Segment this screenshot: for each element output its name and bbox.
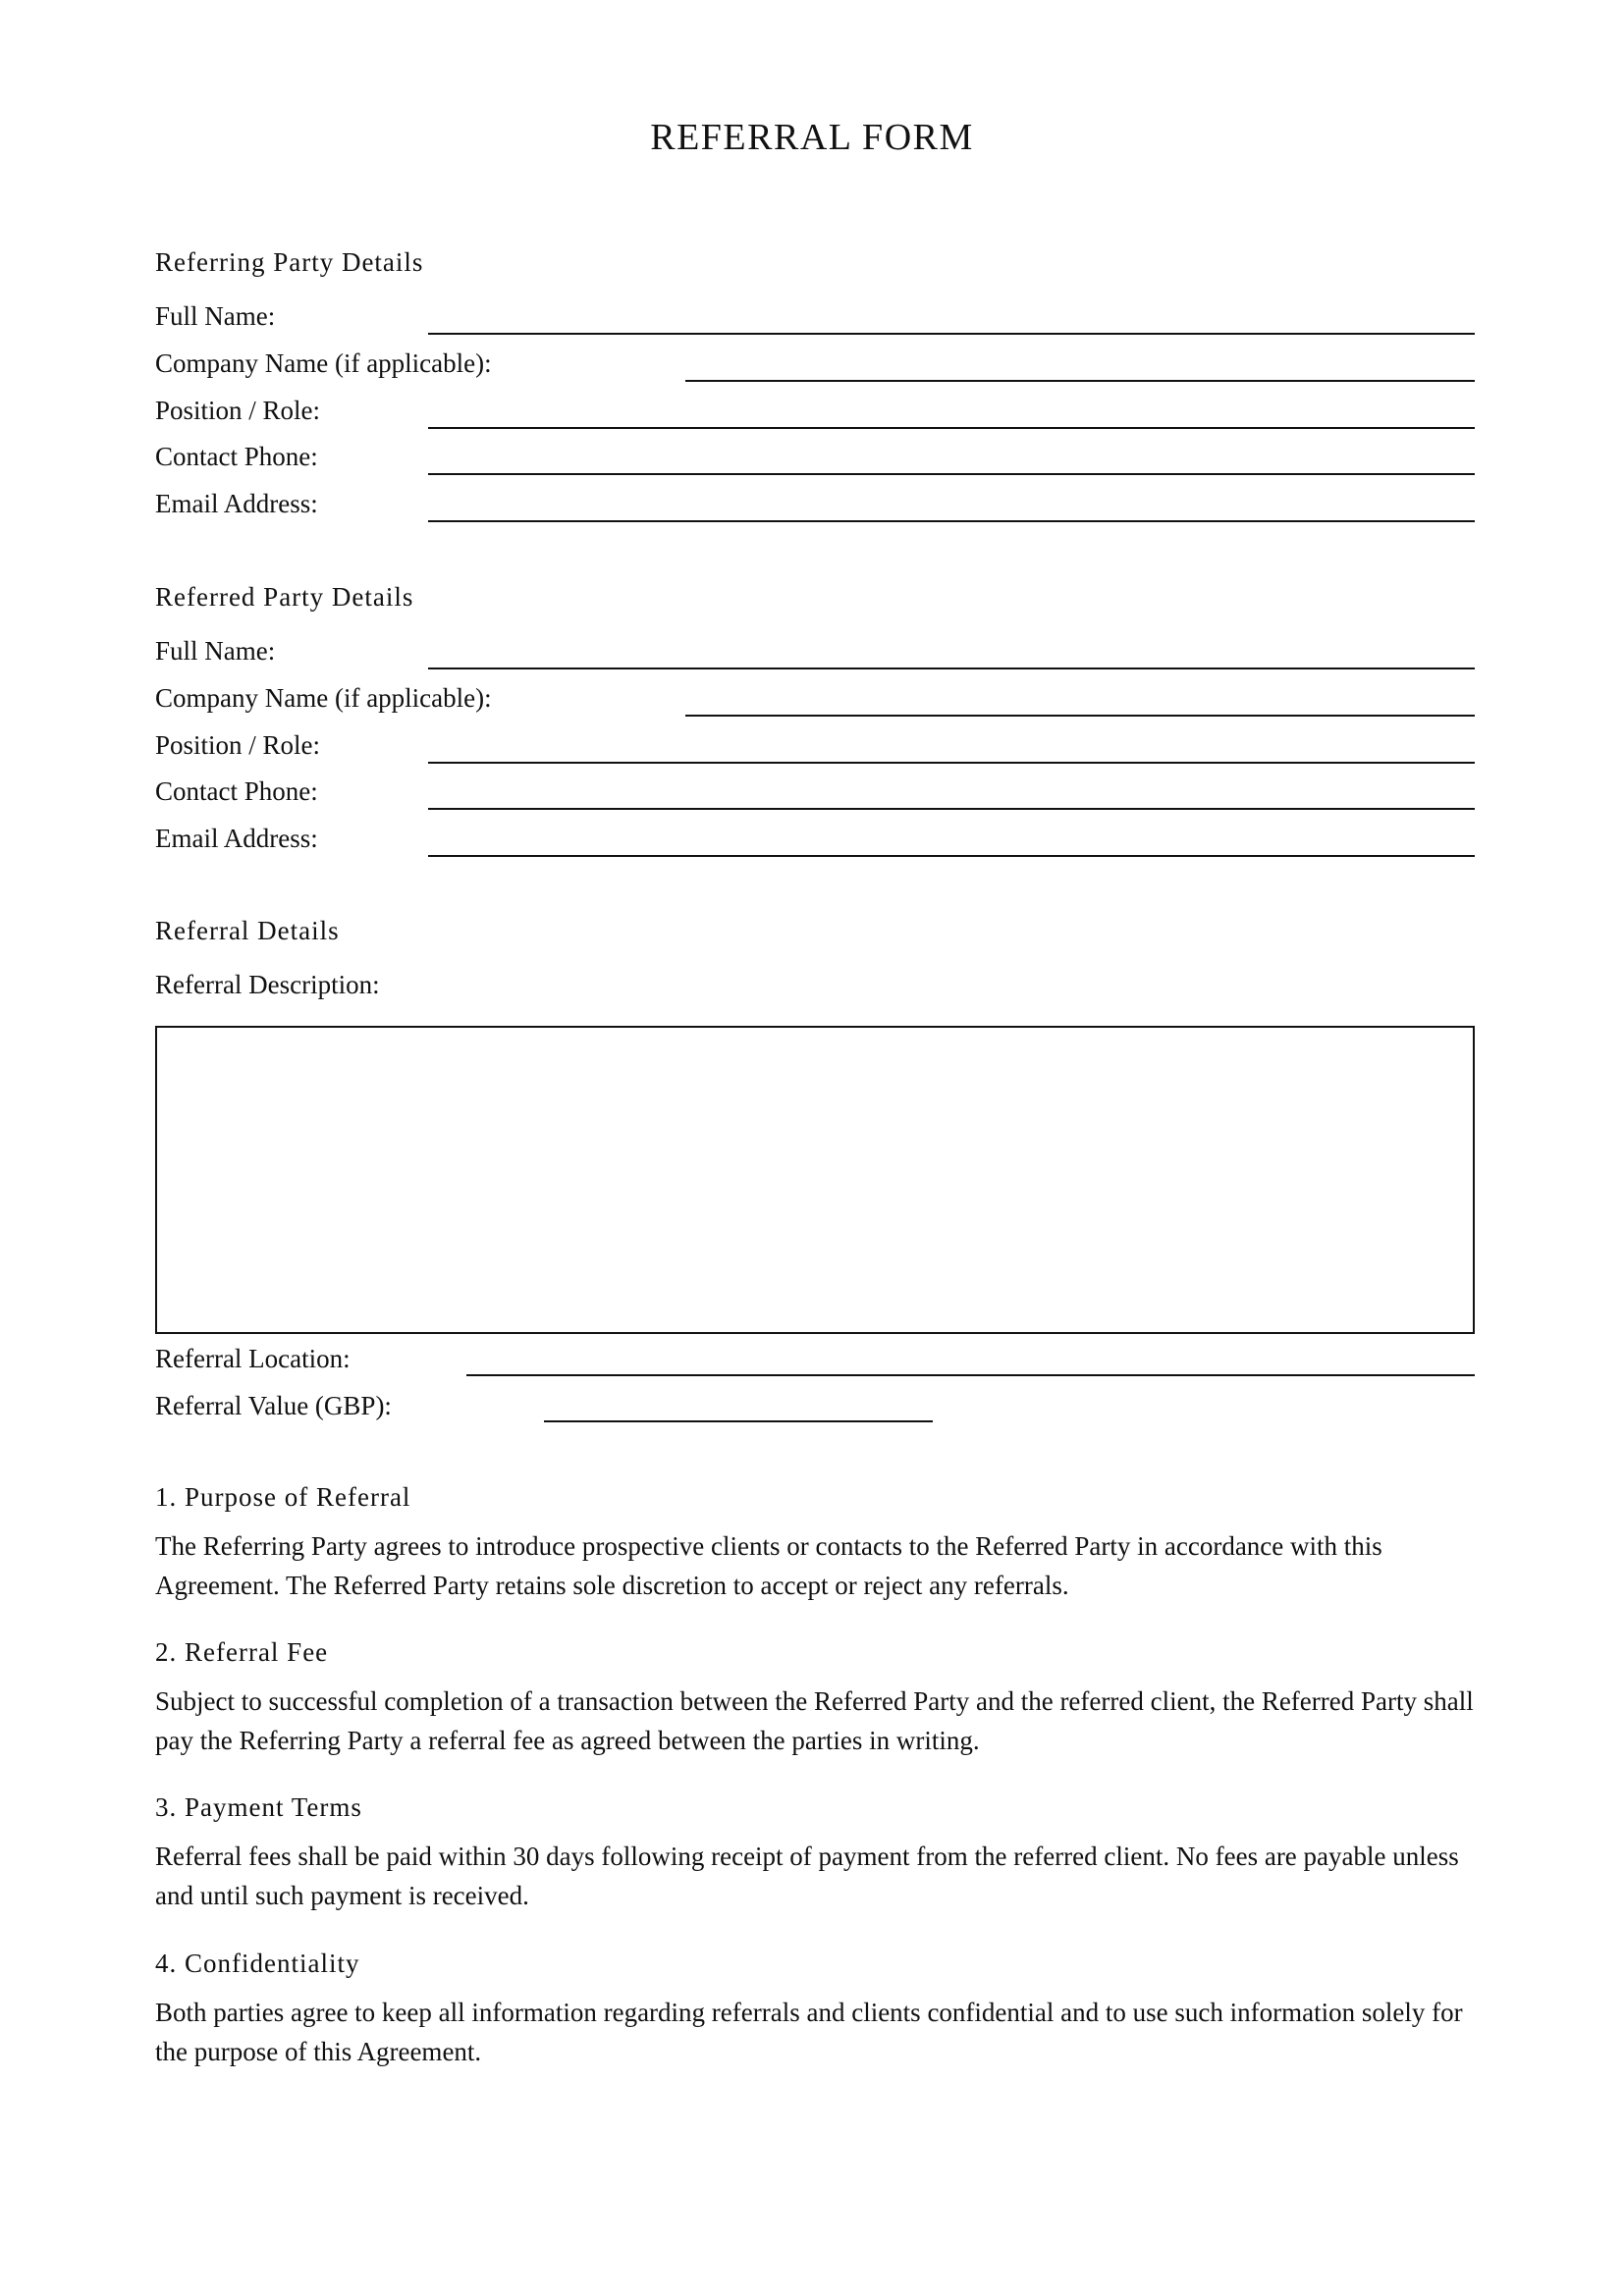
clause-4-heading: 4. Confidentiality <box>155 1949 360 1978</box>
referred-email-label: Email Address: <box>155 824 318 853</box>
referring-position-label: Position / Role: <box>155 396 321 425</box>
referral-details-heading: Referral Details <box>155 916 340 945</box>
referred-position-field[interactable] <box>428 762 1475 764</box>
referring-email-field[interactable] <box>428 520 1475 522</box>
referred-email-field[interactable] <box>428 855 1475 857</box>
clause-1-heading: 1. Purpose of Referral <box>155 1482 411 1512</box>
clause-3-heading: 3. Payment Terms <box>155 1792 362 1822</box>
referred-company-name-field[interactable] <box>685 715 1475 717</box>
referring-company-name-field[interactable] <box>685 380 1475 382</box>
clause-2-heading: 2. Referral Fee <box>155 1637 329 1667</box>
referring-party-heading: Referring Party Details <box>155 247 424 277</box>
clause-3-body: Referral fees shall be paid within 30 days following receipt of payment from the referred client. No fees are payable unless and until such payment is received. <box>155 1842 1459 1910</box>
page-title: REFERRAL FORM <box>650 117 974 158</box>
referral-location-label: Referral Location: <box>155 1344 351 1373</box>
referring-position-field[interactable] <box>428 427 1475 429</box>
referral-location-field[interactable] <box>466 1374 1475 1376</box>
clause-2-body: Subject to successful completion of a transaction between the Referred Party and the referred client, the Referred Party shall pay the Referring Party a referral fee as agreed between the parties in writing. <box>155 1686 1474 1755</box>
referred-full-name-field[interactable] <box>428 667 1475 669</box>
referred-full-name-label: Full Name: <box>155 636 276 666</box>
referring-company-name-label: Company Name (if applicable): <box>155 348 492 378</box>
referred-party-heading: Referred Party Details <box>155 582 414 612</box>
referring-full-name-field[interactable] <box>428 333 1475 335</box>
referred-phone-field[interactable] <box>428 808 1475 810</box>
referring-phone-label: Contact Phone: <box>155 442 318 471</box>
referral-description-label: Referral Description: <box>155 970 380 999</box>
clause-4-body: Both parties agree to keep all information regarding referrals and clients confidential and to use such information solely for the purpose of this Agreement. <box>155 1998 1463 2066</box>
referred-phone-label: Contact Phone: <box>155 776 318 806</box>
referred-company-name-label: Company Name (if applicable): <box>155 683 492 713</box>
referral-value-field[interactable] <box>544 1420 933 1422</box>
referring-phone-field[interactable] <box>428 473 1475 475</box>
referring-email-label: Email Address: <box>155 489 318 518</box>
referred-position-label: Position / Role: <box>155 730 321 760</box>
referral-description-box[interactable] <box>155 1026 1475 1334</box>
referring-full-name-label: Full Name: <box>155 301 276 331</box>
referral-value-label: Referral Value (GBP): <box>155 1391 392 1420</box>
clause-1-body: The Referring Party agrees to introduce prospective clients or contacts to the Referred Party in accordance with this Agreement. The Referred Party retains sole discretion to accept or reject any referrals. <box>155 1531 1382 1600</box>
